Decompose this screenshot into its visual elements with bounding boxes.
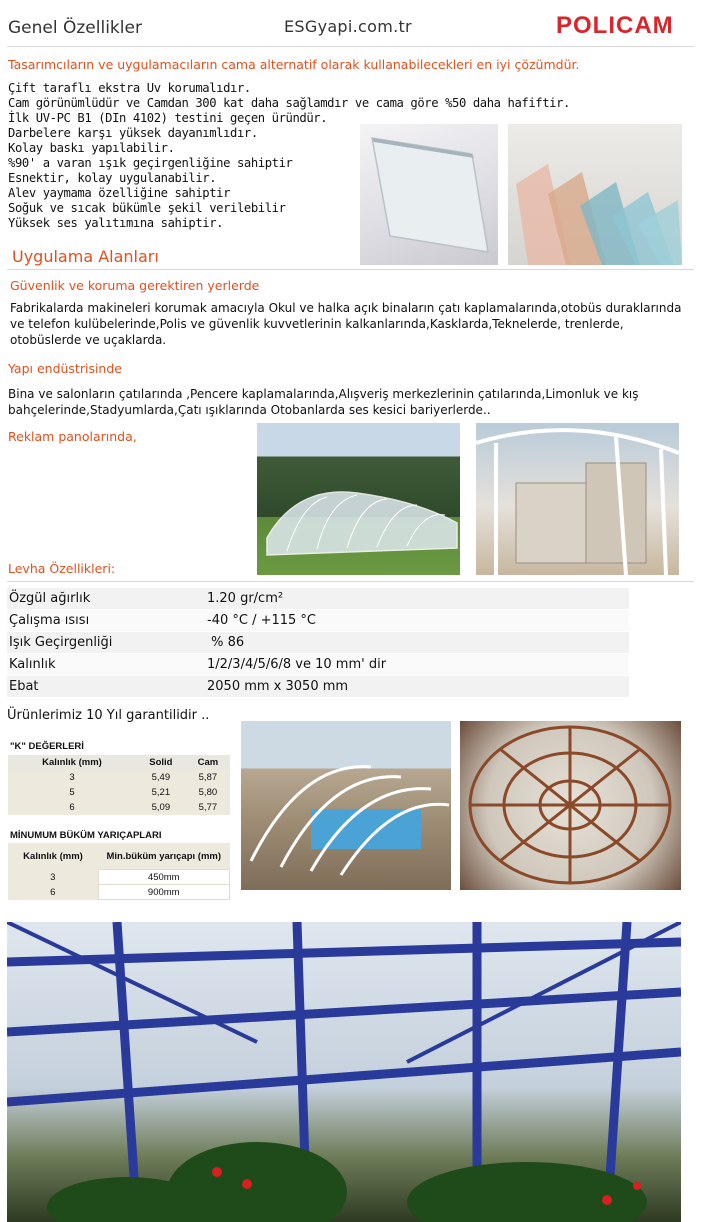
intro-text: Tasarımcıların ve uygulamacıların cama alternatif olarak kullanabilecekleri en iyi çözümdür. xyxy=(8,57,580,72)
table-cell: 3 xyxy=(69,772,75,783)
feature-item: Esnektir, kolay uygulanabilir. xyxy=(8,171,217,185)
feature-item: Çift taraflı ekstra Uv korumalıdır. xyxy=(8,81,251,95)
building-text: Bina ve salonların çatılarında ,Pencere kaplamalarında,Alışveriş merkezlerinin çatılarında,Limonluk ve kış bahçelerinde,Stadyumlarda,Çatı ışıklarında Otobanlarda ses kesici bariyerlerde.. xyxy=(8,387,639,417)
min-bend-table xyxy=(8,843,230,900)
pool-dome-photo xyxy=(241,721,451,890)
clear-sheet-photo xyxy=(360,124,498,265)
spec-key: Ebat xyxy=(9,679,39,694)
table-row xyxy=(8,800,230,815)
spec-value: -40 °C / +115 °C xyxy=(207,613,317,628)
pool-enclosure-photo xyxy=(257,423,460,575)
feature-item: Yüksek ses yalıtımına sahiptir. xyxy=(8,216,224,230)
feature-item: İlk UV-PC B1 (DIn 4102) testini geçen üründür. xyxy=(8,111,328,125)
table-cell: 3 xyxy=(8,870,98,885)
table-cell: 450mm xyxy=(98,870,230,885)
table-cell: 5 xyxy=(69,787,75,798)
table-cell: 5,77 xyxy=(198,802,218,813)
pool-enclosure-illustration xyxy=(257,423,460,575)
feature-item: Cam görünümlüdür ve Camdan 300 kat daha sağlamdır ve cama göre %50 daha hafiftir. xyxy=(8,96,570,110)
glass-facade-photo xyxy=(476,423,679,575)
spec-row xyxy=(7,654,629,676)
spec-value: 2050 mm x 3050 mm xyxy=(207,679,349,694)
ads-title: Reklam panolarında, xyxy=(8,429,137,444)
table-cell: 5,87 xyxy=(198,772,218,783)
winter-garden-photo xyxy=(7,922,681,1222)
spec-row xyxy=(7,676,629,698)
header-divider xyxy=(7,46,694,47)
sheet-spec-table xyxy=(7,588,629,698)
spec-key: Kalınlık xyxy=(9,657,56,672)
sheet-divider xyxy=(7,581,694,582)
table-header: Kalınlık (mm) xyxy=(8,843,98,870)
spec-row xyxy=(7,632,629,654)
table-cell: 5,49 xyxy=(151,772,171,783)
table-header: Kalınlık (mm) xyxy=(42,757,102,768)
table-cell: 5,09 xyxy=(151,802,171,813)
table-cell: 6 xyxy=(69,802,75,813)
table-cell: 6 xyxy=(8,885,98,900)
table-row xyxy=(8,885,230,900)
table-row xyxy=(8,770,230,785)
clear-sheet-illustration xyxy=(360,124,498,265)
table-header: Min.büküm yarıçapı (mm) xyxy=(98,843,230,869)
table-row xyxy=(8,785,230,800)
dome-interior-photo xyxy=(460,721,681,890)
brand-logo xyxy=(556,12,674,40)
section-divider xyxy=(7,269,694,270)
spec-key: Işık Geçirgenliği xyxy=(9,635,113,650)
security-text: Fabrikalarda makineleri korumak amacıyla Okul ve halka açık binaların çatı kaplamalarında,otobüs duraklarında ve telefon kulübelerinde,Polis ve güvenlik kuvvetlerinin kalkanlarında,Kasklarda,Teknelerde, trenlerde, otobüslerde ve uçaklarda. xyxy=(10,301,682,347)
table-cell: 5,80 xyxy=(198,787,218,798)
spec-value: 1.20 gr/cm² xyxy=(207,591,284,606)
winter-garden-illustration xyxy=(7,922,681,1222)
pool-dome-illustration xyxy=(241,721,451,890)
feature-item: %90' a varan ışık geçirgenliğine sahiptir xyxy=(8,156,293,170)
min-bend-title: MİNUMUM BÜKÜM YARIÇAPLARI xyxy=(10,830,162,841)
k-values-table xyxy=(8,755,230,815)
spec-value: 1/2/3/4/5/6/8 ve 10 mm' dir xyxy=(207,657,387,672)
sheet-title: Levha Özellikleri: xyxy=(8,561,116,576)
applications-title: Uygulama Alanları xyxy=(12,247,159,266)
feature-item: Alev yaymama özelliğine sahiptir xyxy=(8,186,230,200)
feature-item: Soğuk ve sıcak bükümle şekil verilebilir xyxy=(8,201,286,215)
spec-value: % 86 xyxy=(207,635,245,650)
table-row xyxy=(8,870,230,885)
feature-item: Kolay baskı yapılabilir. xyxy=(8,141,175,155)
warranty-text: Ürünlerimiz 10 Yıl garantilidir .. xyxy=(7,708,210,723)
dome-interior-illustration xyxy=(460,721,681,890)
table-header: Cam xyxy=(197,757,219,768)
table-cell: 5,21 xyxy=(151,787,171,798)
spec-row xyxy=(7,588,629,610)
logo-text: POLICAM xyxy=(556,12,674,39)
table-header-row xyxy=(8,755,230,770)
spec-row xyxy=(7,610,629,632)
building-title: Yapı endüstrisinde xyxy=(8,361,122,376)
feature-item: Darbelere karşı yüksek dayanımlıdır. xyxy=(8,126,258,140)
security-title: Güvenlik ve koruma gerektiren yerlerde xyxy=(10,278,260,293)
k-values-title: "K" DEĞERLERİ xyxy=(10,741,84,752)
page-title: Genel Özellikler xyxy=(8,18,142,38)
site-name[interactable]: ESGyapi.com.tr xyxy=(284,17,412,36)
table-cell: 900mm xyxy=(98,885,230,900)
table-header: Solid xyxy=(149,757,173,768)
colored-sheets-illustration xyxy=(508,124,682,265)
glass-facade-illustration xyxy=(476,423,679,575)
spec-key: Özgül ağırlık xyxy=(9,591,91,606)
colored-sheets-photo xyxy=(508,124,682,265)
spec-key: Çalışma ısısı xyxy=(9,613,90,628)
table-header-row xyxy=(8,843,230,869)
